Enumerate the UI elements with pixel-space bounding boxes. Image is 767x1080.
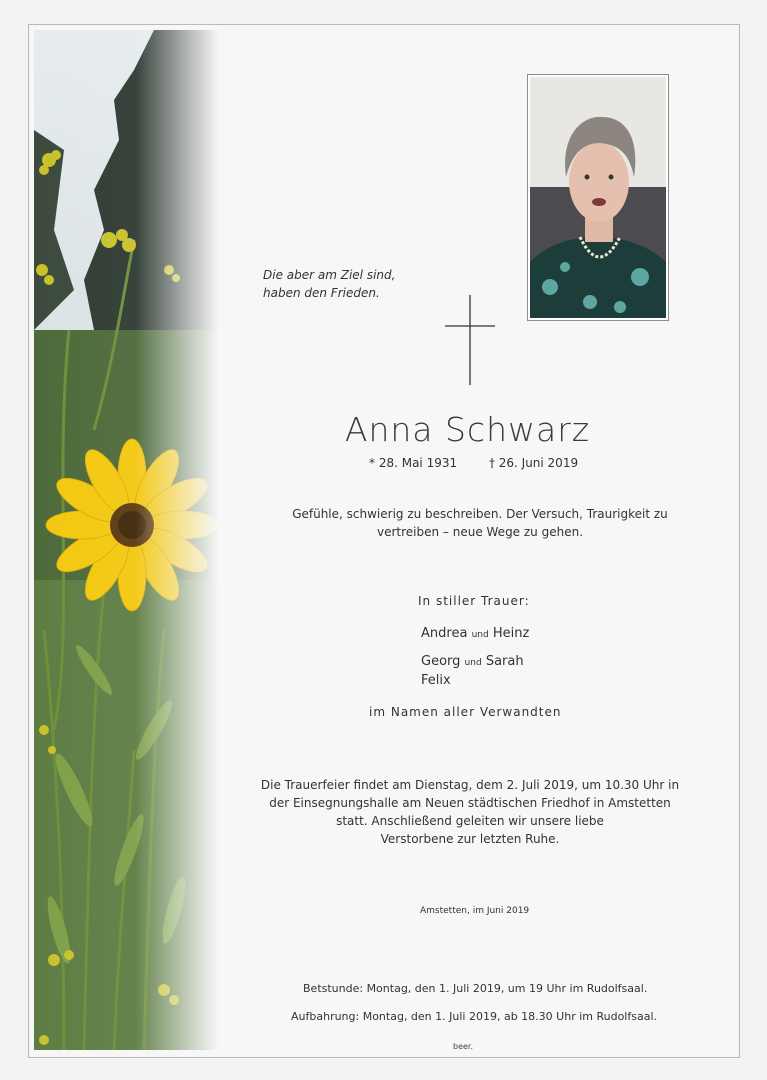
ceremony-text	[250, 776, 690, 848]
ceremony-line-4: Verstorbene zur letzten Ruhe.	[380, 832, 560, 846]
maker-mark: beer.	[453, 1042, 474, 1051]
ceremony-line-2: der Einsegnungshalle am Neuen städtischen Friedhof in Amstetten	[269, 796, 671, 810]
family-name: Andrea	[421, 626, 468, 641]
ceremony-line-3: statt. Anschließend geleiten wir unsere liebe	[336, 814, 604, 828]
life-dates	[369, 456, 578, 470]
prayer-hour: Betstunde: Montag, den 1. Juli 2019, um 19 Uhr im Rudolfsaal.	[303, 982, 648, 995]
family-name: Georg	[421, 654, 461, 669]
death-date: † 26. Juni 2019	[488, 456, 579, 470]
viewing-info: Aufbahrung: Montag, den 1. Juli 2019, ab 18.30 Uhr im Rudolfsaal.	[291, 1010, 658, 1023]
family-name: Felix	[421, 673, 451, 688]
family-name: Sarah	[485, 654, 524, 669]
ceremony-line-1: Die Trauerfeier findet am Dienstag, dem 2. Juli 2019, um 10.30 Uhr in	[260, 778, 680, 792]
place-date: Amstetten, im Juni 2019	[420, 906, 530, 916]
family-conjunction: und	[471, 630, 489, 640]
quote	[255, 505, 705, 541]
quote-line-2: vertreiben – neue Wege zu gehen.	[376, 525, 584, 539]
family-line-3	[421, 673, 451, 688]
deceased-name-row	[0, 410, 767, 449]
family-conjunction: und	[464, 658, 482, 668]
motto-line-1: Die aber am Ziel sind,	[263, 268, 396, 282]
portrait-photo	[527, 74, 669, 321]
motto	[263, 266, 395, 302]
family-line-2	[421, 654, 524, 669]
motto-line-2: haben den Frieden.	[263, 286, 380, 300]
relatives-line: im Namen aller Verwandten	[369, 705, 562, 719]
quote-line-1: Gefühle, schwierig zu beschreiben. Der Versuch, Traurigkeit zu	[292, 507, 668, 521]
mourning-heading: In stiller Trauer:	[418, 594, 530, 608]
sunflower-photo	[34, 30, 219, 1050]
family-name: Heinz	[492, 626, 530, 641]
deceased-name: Anna Schwarz	[344, 410, 591, 449]
family-line-1	[421, 626, 529, 641]
cross-icon	[445, 295, 495, 385]
birth-date: * 28. Mai 1931	[369, 456, 458, 470]
